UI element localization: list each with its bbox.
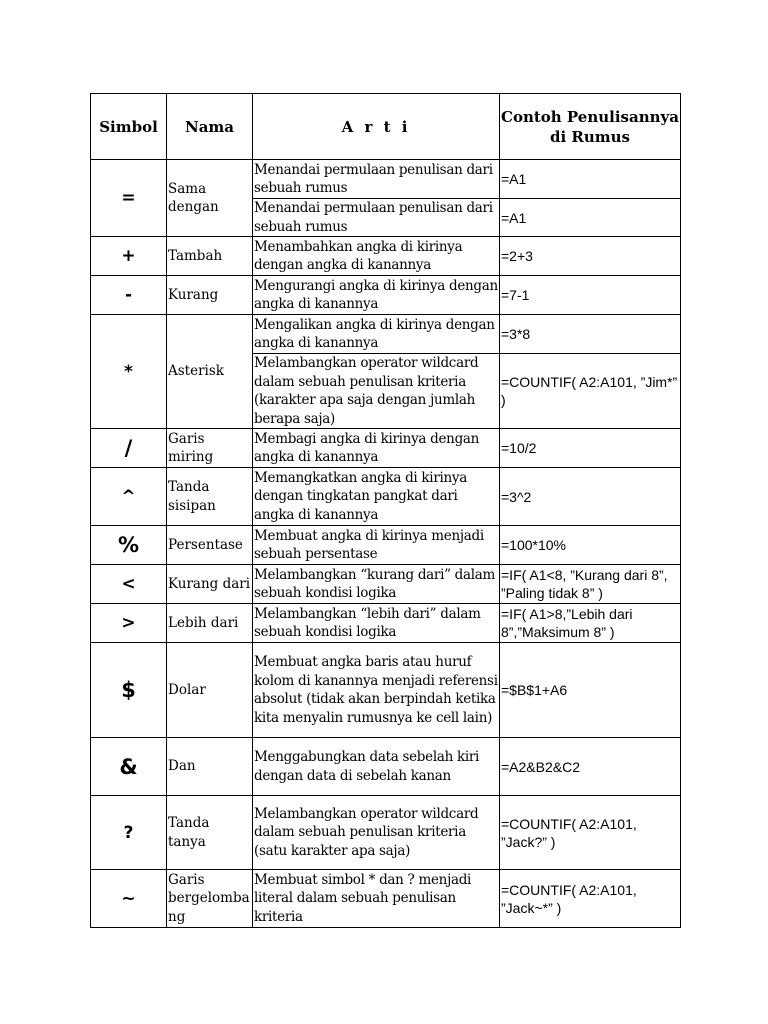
table-body (91, 160, 681, 928)
example-cell: =A1 (500, 160, 681, 199)
meaning-cell: Menggabungkan data sebelah kiri dengan data di sebelah kanan (253, 738, 500, 796)
table-row (91, 526, 681, 565)
example-cell: =3^2 (500, 468, 681, 526)
meaning-cell: Membagi angka di kirinya dengan angka di kanannya (253, 429, 500, 468)
table-row (91, 738, 681, 796)
symbol-cell: + (91, 237, 167, 276)
example-cell: =A1 (500, 199, 681, 237)
table-row (91, 237, 681, 276)
table-row (91, 276, 681, 315)
name-cell: Tanda tanya (167, 796, 253, 870)
example-cell: =2+3 (500, 237, 681, 276)
name-cell: Sama dengan (167, 160, 253, 237)
meaning-cell: Melambangkan “lebih dari” dalam sebuah kondisi logika (253, 604, 500, 643)
symbol-cell: * (91, 315, 167, 429)
symbol-reference-table (90, 93, 681, 928)
meaning-cell: Melambangkan operator wildcard dalam sebuah penulisan kriteria (karakter apa saja dengan jumlah berapa saja) (253, 354, 500, 429)
meaning-cell: Melambangkan operator wildcard dalam sebuah penulisan kriteria (satu karakter apa saja) (253, 796, 500, 870)
name-cell: Tanda sisipan (167, 468, 253, 526)
example-cell: =100*10% (500, 526, 681, 565)
symbol-cell: = (91, 160, 167, 237)
table-row (91, 796, 681, 870)
example-cell: =10/2 (500, 429, 681, 468)
meaning-cell: Mengurangi angka di kirinya dengan angka di kanannya (253, 276, 500, 315)
meaning-cell: Memangkatkan angka di kirinya dengan tingkatan pangkat dari angka di kanannya (253, 468, 500, 526)
symbol-cell: / (91, 429, 167, 468)
header-meaning: A r t i (253, 94, 500, 160)
meaning-cell: Membuat angka di kirinya menjadi sebuah persentase (253, 526, 500, 565)
symbol-cell: ~ (91, 870, 167, 928)
meaning-cell: Menambahkan angka di kirinya dengan angka di kanannya (253, 237, 500, 276)
name-cell: Tambah (167, 237, 253, 276)
table-row (91, 643, 681, 738)
table-row (91, 870, 681, 928)
example-cell: =A2&B2&C2 (500, 738, 681, 796)
name-cell: Kurang (167, 276, 253, 315)
header-row (91, 94, 681, 160)
example-cell: =COUNTIF( A2:A101, ”Jack~*” ) (500, 870, 681, 928)
table-row (91, 565, 681, 604)
example-cell: =COUNTIF( A2:A101, ”Jack?” ) (500, 796, 681, 870)
example-cell: =IF( A1>8,”Lebih dari 8”,”Maksimum 8” ) (500, 604, 681, 643)
name-cell: Garis bergelombang (167, 870, 253, 928)
name-cell: Dan (167, 738, 253, 796)
name-cell: Persentase (167, 526, 253, 565)
symbol-cell: > (91, 604, 167, 643)
name-cell: Asterisk (167, 315, 253, 429)
symbol-cell: ^ (91, 468, 167, 526)
example-cell: =IF( A1<8, ”Kurang dari 8”, ”Paling tidak 8” ) (500, 565, 681, 604)
name-cell: Dolar (167, 643, 253, 738)
meaning-cell: Membuat angka baris atau huruf kolom di kanannya menjadi referensi absolut (tidak akan berpindah ketika kita menyalin rumusnya ke cell lain) (253, 643, 500, 738)
table-row (91, 160, 681, 199)
meaning-cell: Menandai permulaan penulisan dari sebuah rumus (253, 160, 500, 199)
symbol-cell: $ (91, 643, 167, 738)
name-cell: Kurang dari (167, 565, 253, 604)
symbol-cell: < (91, 565, 167, 604)
header-example: Contoh Penulisannya di Rumus (500, 94, 681, 160)
symbol-cell: - (91, 276, 167, 315)
table-row (91, 429, 681, 468)
meaning-cell: Membuat simbol * dan ? menjadi literal dalam sebuah penulisan kriteria (253, 870, 500, 928)
symbol-cell: % (91, 526, 167, 565)
example-cell: =3*8 (500, 315, 681, 354)
meaning-cell: Melambangkan “kurang dari” dalam sebuah kondisi logika (253, 565, 500, 604)
example-cell: =7-1 (500, 276, 681, 315)
header-symbol: Simbol (91, 94, 167, 160)
example-cell: =$B$1+A6 (500, 643, 681, 738)
name-cell: Lebih dari (167, 604, 253, 643)
meaning-cell: Mengalikan angka di kirinya dengan angka di kanannya (253, 315, 500, 354)
symbol-cell: ? (91, 796, 167, 870)
symbol-cell: & (91, 738, 167, 796)
header-name: Nama (167, 94, 253, 160)
table-row (91, 468, 681, 526)
table-row (91, 315, 681, 354)
name-cell: Garis miring (167, 429, 253, 468)
meaning-cell: Menandai permulaan penulisan dari sebuah rumus (253, 199, 500, 237)
table-row (91, 604, 681, 643)
example-cell: =COUNTIF( A2:A101, ”Jim*” ) (500, 354, 681, 429)
